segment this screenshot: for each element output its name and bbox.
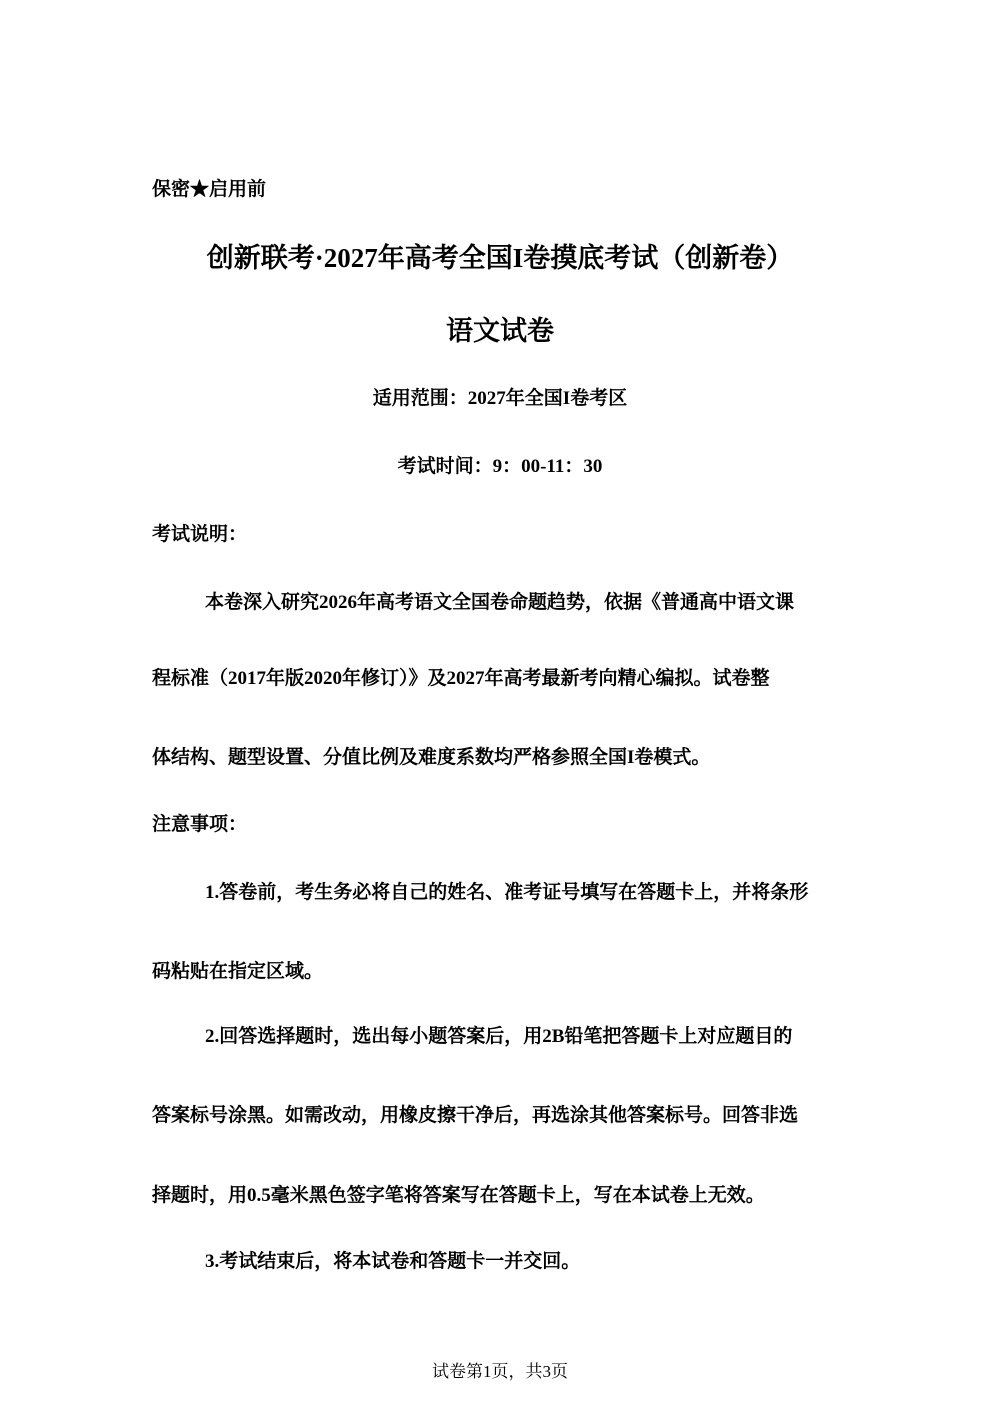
notice-item-line: 1.答卷前，考生务必将自己的姓名、准考证号填写在答题卡上，并将条形 [205,882,809,903]
notice-item-line: 答案标号涂黑。如需改动，用橡皮擦干净后，再选涂其他答案标号。回答非选 [152,1105,799,1126]
exam-description-line: 本卷深入研究2026年高考语文全国卷命题趋势，依据《普通高中语文课 [205,592,795,613]
notice-item-line: 2.回答选择题时，选出每小题答案后，用2B铅笔把答题卡上对应题目的 [205,1026,793,1047]
notice-item-line: 码粘贴在指定区域。 [152,961,324,982]
exam-time-line: 考试时间：9：00-11：30 [397,456,603,477]
exam-description-line: 体结构、题型设置、分值比例及难度系数均严格参照全国I卷模式。 [152,747,711,768]
notice-item-line: 择题时，用0.5毫米黑色签字笔将答案写在答题卡上，写在本试卷上无效。 [152,1185,765,1206]
page-footer: 试卷第1页，共3页 [432,1362,568,1381]
notice-item-line: 3.考试结束后，将本试卷和答题卡一并交回。 [205,1251,581,1272]
exam-description-heading: 考试说明： [152,524,248,545]
notices-heading: 注意事项： [152,814,248,835]
subject-title: 语文试卷 [446,316,554,346]
exam-title: 创新联考·2027年高考全国I卷摸底考试（创新卷） [206,243,794,273]
confidential-label: 保密★启用前 [152,179,267,200]
exam-description-line: 程标准（2017年版2020年修订）》及2027年高考最新考向精心编拟。试卷整 [152,668,770,689]
scope-line: 适用范围：2027年全国I卷考区 [372,388,628,409]
